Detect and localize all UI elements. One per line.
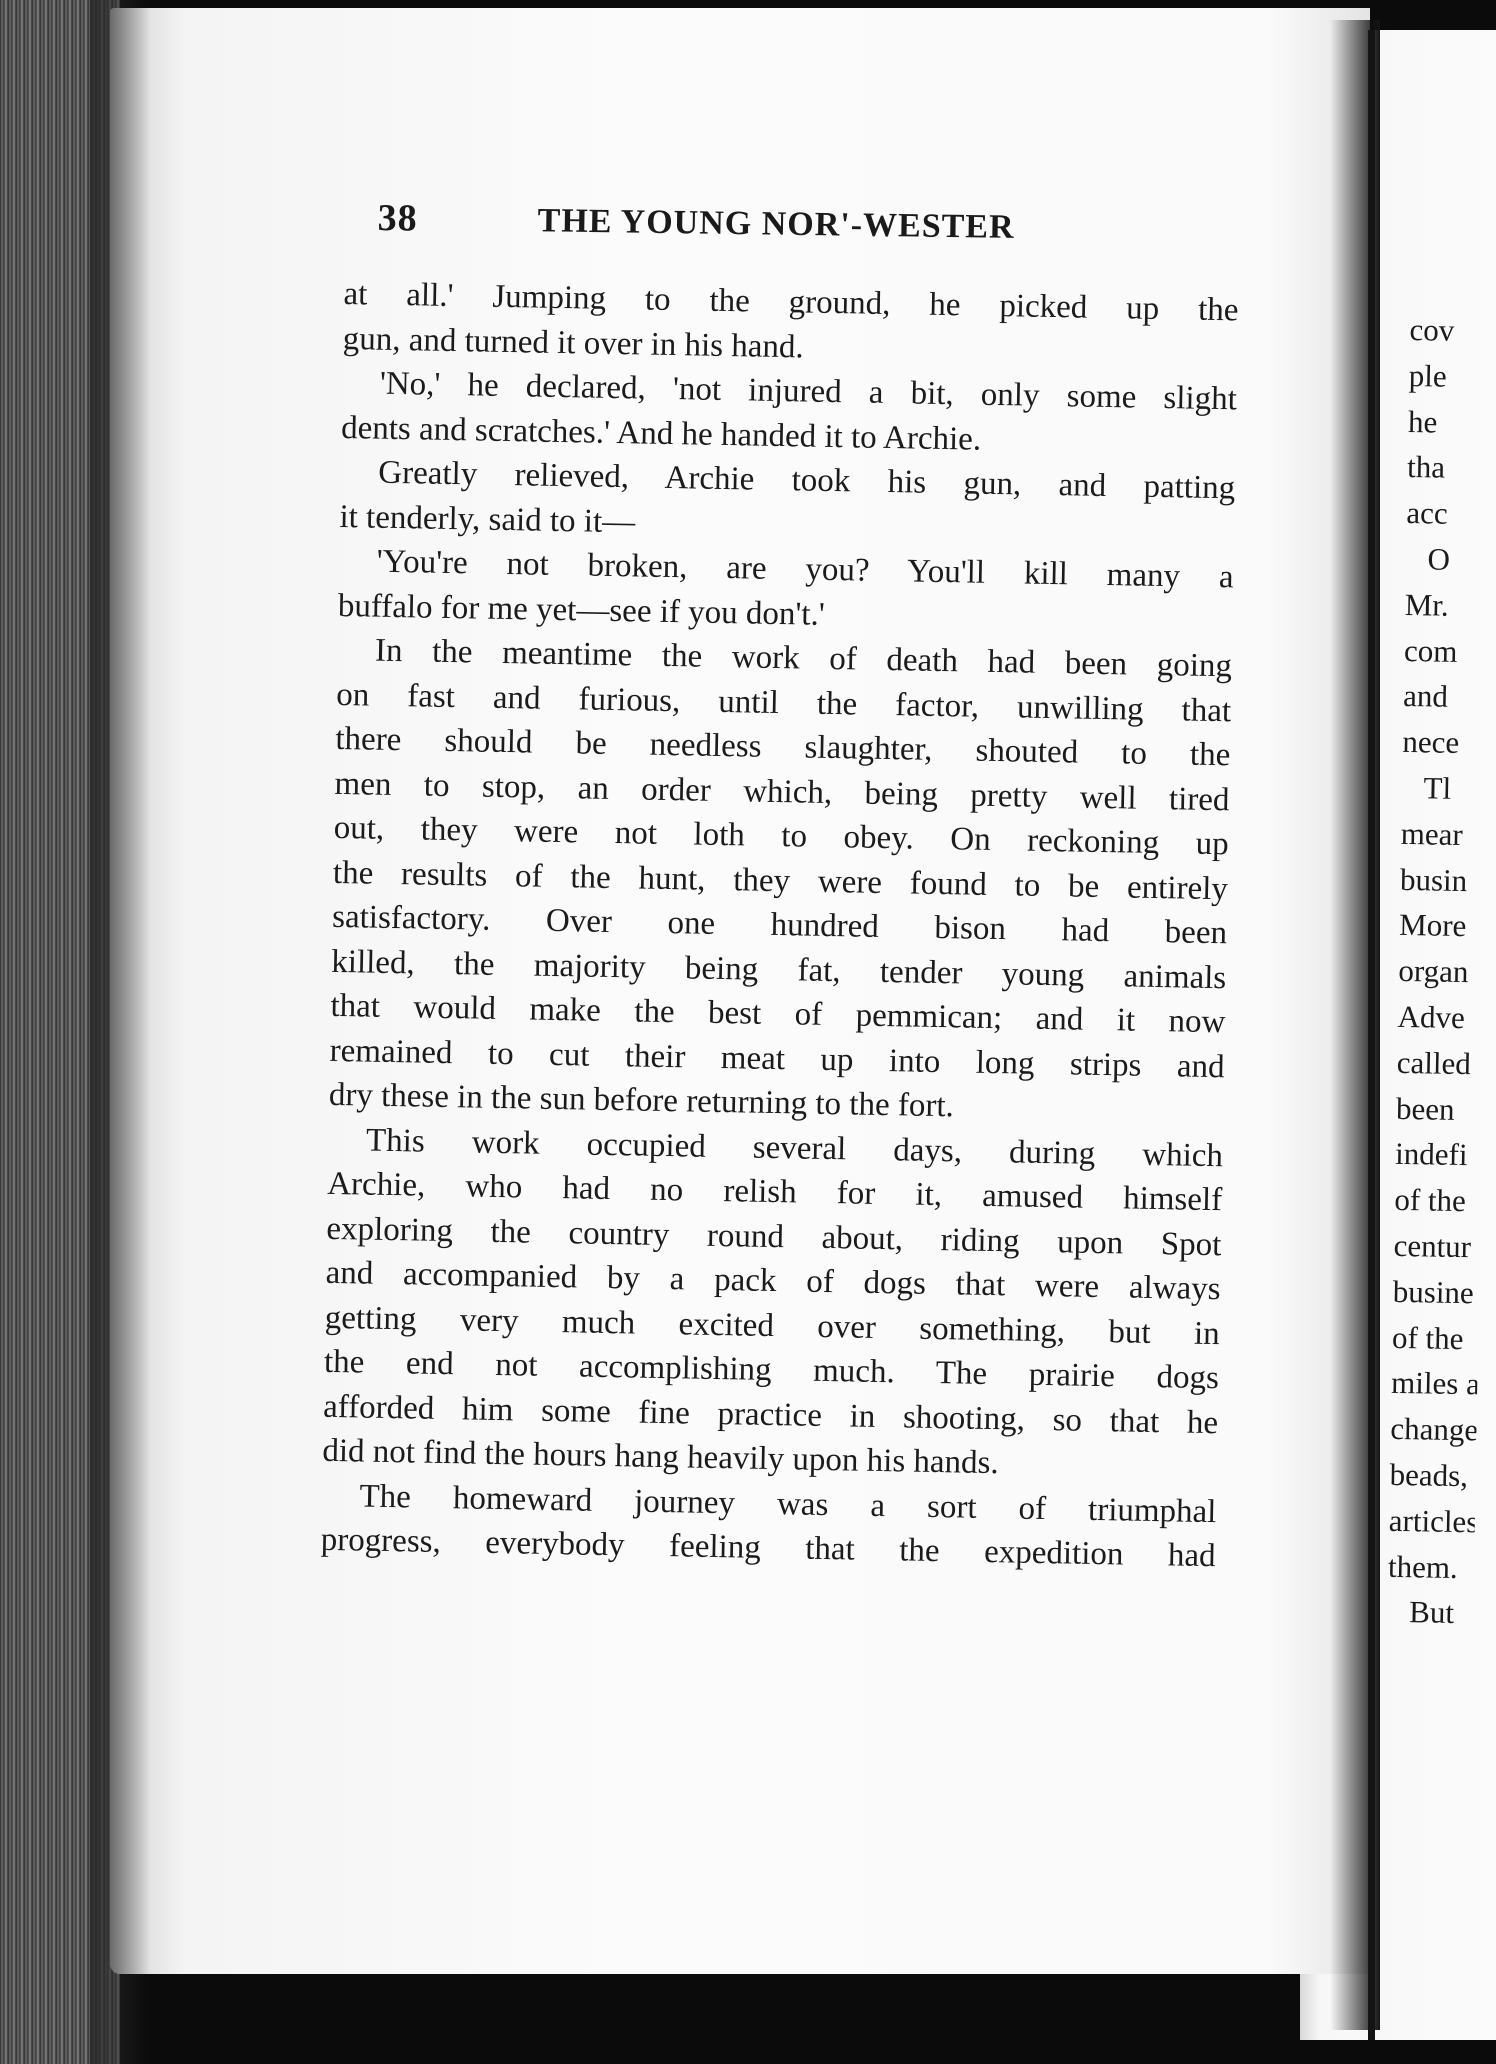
right-text-line: organ [1398, 953, 1469, 990]
text-line: did not find the hours hang heavily upon his hands. [322, 1432, 1000, 1482]
right-text-line: of the [1391, 1319, 1464, 1356]
page-edge-shadow [90, 0, 150, 2064]
right-text-line: busine [1392, 1273, 1475, 1310]
right-text-line: com [1403, 632, 1458, 669]
text-line: This work occupied several days, during which [365, 1122, 1224, 1174]
text-line: men to stop, an order which, being pretty well tired [334, 765, 1230, 818]
text-line: there should be needless slaughter, shouted to the [335, 720, 1231, 774]
text-line: In the meantime the work of death had been going [374, 632, 1233, 685]
running-title: THE YOUNG NOR'-WESTER [537, 202, 1015, 246]
right-text-line: beads, [1389, 1456, 1469, 1494]
text-line: at all.' Jumping to the ground, he picked up the [343, 275, 1239, 329]
right-text-line: mear [1400, 815, 1464, 852]
text-line: gun, and turned it over in his hand. [342, 320, 805, 365]
right-text-line: O [1427, 541, 1451, 577]
right-text-line: Mr. [1404, 586, 1450, 623]
text-line: exploring the country round about, riding upon Spot [326, 1210, 1222, 1263]
right-text-line: More [1398, 907, 1467, 944]
right-text-line: he [1407, 403, 1438, 440]
right-text-line: change [1390, 1410, 1479, 1448]
right-text-line: and [1402, 678, 1449, 715]
right-text-line: cov [1409, 311, 1455, 348]
text-line: satisfactory. Over one hundred bison had been [331, 898, 1228, 952]
text-line: getting very much excited over something, but in [324, 1299, 1221, 1352]
text-line: buffalo for me yet—see if you don't.' [337, 587, 826, 633]
text-line: the end not accomplishing much. The prairie dogs [323, 1343, 1220, 1397]
text-line: Archie, who had no relish for it, amused himself [326, 1165, 1223, 1219]
text-line: and accompanied by a pack of dogs that were always [325, 1254, 1221, 1308]
right-text-line: Tl [1423, 770, 1452, 806]
right-text-line: called [1396, 1044, 1472, 1081]
text-line: the results of the hunt, they were found to be entirely [332, 854, 1229, 907]
right-text-line: But [1408, 1594, 1455, 1631]
right-text-line: busin [1399, 861, 1468, 898]
page-number: 38 [377, 196, 418, 240]
text-line: progress, everybody feeling that the expedition had [320, 1521, 1216, 1575]
right-text-line: Adve [1397, 998, 1466, 1036]
text-line: 'You're not broken, are you? You'll kill many a [376, 543, 1234, 596]
text-line: dents and scratches.' And he handed it to Archie. [340, 409, 982, 458]
text-line: on fast and furious, until the factor, unwilling that [335, 676, 1232, 729]
text-line: Greatly relieved, Archie took his gun, and patting [377, 454, 1236, 507]
binding-shadow [1368, 30, 1375, 2040]
right-text-line: acc [1406, 495, 1448, 531]
text-line: 'No,' he declared, 'not injured a bit, only some slight [379, 365, 1238, 418]
right-text-line: centur [1393, 1227, 1472, 1265]
right-text-line: miles a [1390, 1365, 1481, 1402]
text-line: out, they were not loth to obey. On reckoning up [333, 809, 1229, 863]
right-text-line: tha [1406, 449, 1446, 486]
text-line: remained to cut their meat up into long strips and [329, 1032, 1225, 1085]
right-text-line: been [1395, 1090, 1455, 1127]
right-text-line: ple [1408, 357, 1447, 394]
text-line: dry these in the sun before returning to the fort. [328, 1076, 955, 1125]
right-text-line: of the [1394, 1182, 1467, 1219]
body-text [320, 272, 1238, 1579]
right-text-line: nece [1402, 724, 1460, 761]
text-line: it tenderly, said to it— [339, 498, 636, 540]
text-line: that would make the best of pemmican; and it now [330, 987, 1226, 1041]
text-line: killed, the majority being fat, tender young animals [331, 943, 1227, 996]
text-line: afforded him some fine practice in shooting, so that he [322, 1388, 1219, 1441]
page-header [377, 196, 1098, 262]
right-text-line: articles [1388, 1502, 1479, 1540]
right-text-line: them. [1387, 1548, 1459, 1585]
text-line: The homeward journey was a sort of triumphal [359, 1477, 1217, 1530]
right-text-line: indefi [1394, 1136, 1468, 1173]
